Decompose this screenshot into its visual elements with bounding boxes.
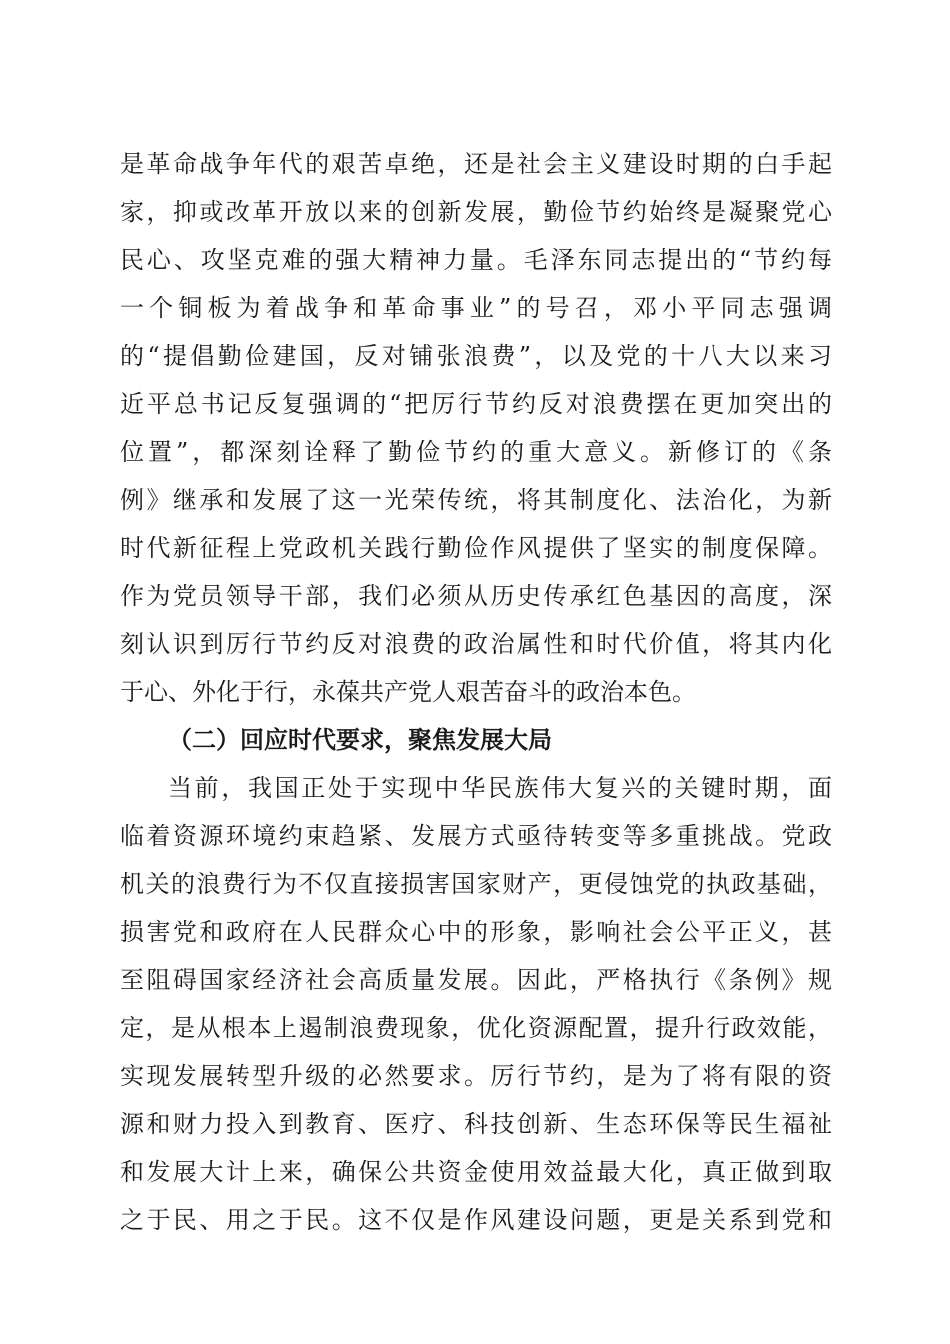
section-heading: （二）回应时代要求，聚焦发展大局 xyxy=(168,725,552,754)
text-line: 定，是从根本上遏制浪费现象，优化资源配置，提升行政效能， xyxy=(120,1014,832,1042)
text-line: 临着资源环境约束趋紧、发展方式亟待转变等多重挑战。党政 xyxy=(120,822,832,850)
text-line: 和发展大计上来，确保公共资金使用效益最大化，真正做到取 xyxy=(120,1158,832,1186)
text-line: 一个铜板为着战争和革命事业”的号召，邓小平同志强调 xyxy=(120,294,832,322)
paragraph-2 xyxy=(120,764,832,1244)
text-line: 位置”，都深刻诠释了勤俭节约的重大意义。新修订的《条 xyxy=(120,438,832,466)
text-line: 家，抑或改革开放以来的创新发展，勤俭节约始终是凝聚党心 xyxy=(120,198,832,226)
text-line: 实现发展转型升级的必然要求。厉行节约，是为了将有限的资 xyxy=(120,1062,832,1090)
text-line: 机关的浪费行为不仅直接损害国家财产，更侵蚀党的执政基础， xyxy=(120,870,832,898)
text-line: 刻认识到厉行节约反对浪费的政治属性和时代价值，将其内化 xyxy=(120,630,832,658)
document-body xyxy=(120,140,832,1244)
text-line: 的“提倡勤俭建国，反对铺张浪费”，以及党的十八大以来习 xyxy=(120,342,832,370)
text-line: 至阻碍国家经济社会高质量发展。因此，严格执行《条例》规 xyxy=(120,966,832,994)
text-line: 之于民、用之于民。这不仅是作风建设问题，更是关系到党和 xyxy=(120,1206,832,1234)
text-line: 当前，我国正处于实现中华民族伟大复兴的关键时期，面 xyxy=(168,774,832,802)
text-line: 于心、外化于行，永葆共产党人艰苦奋斗的政治本色。 xyxy=(120,678,696,706)
text-line: 近平总书记反复强调的“把厉行节约反对浪费摆在更加突出的 xyxy=(120,390,832,418)
text-line: 民心、攻坚克难的强大精神力量。毛泽东同志提出的“节约每 xyxy=(120,246,832,274)
text-line: 源和财力投入到教育、医疗、科技创新、生态环保等民生福祉 xyxy=(120,1110,832,1138)
text-line: 例》继承和发展了这一光荣传统，将其制度化、法治化，为新 xyxy=(120,486,832,514)
text-line: 作为党员领导干部，我们必须从历史传承红色基因的高度，深 xyxy=(120,582,832,610)
text-line: 损害党和政府在人民群众心中的形象，影响社会公平正义，甚 xyxy=(120,918,832,946)
paragraph-1 xyxy=(120,140,832,716)
text-line: 时代新征程上党政机关践行勤俭作风提供了坚实的制度保障。 xyxy=(120,534,832,562)
text-line: 是革命战争年代的艰苦卓绝，还是社会主义建设时期的白手起 xyxy=(120,150,832,178)
